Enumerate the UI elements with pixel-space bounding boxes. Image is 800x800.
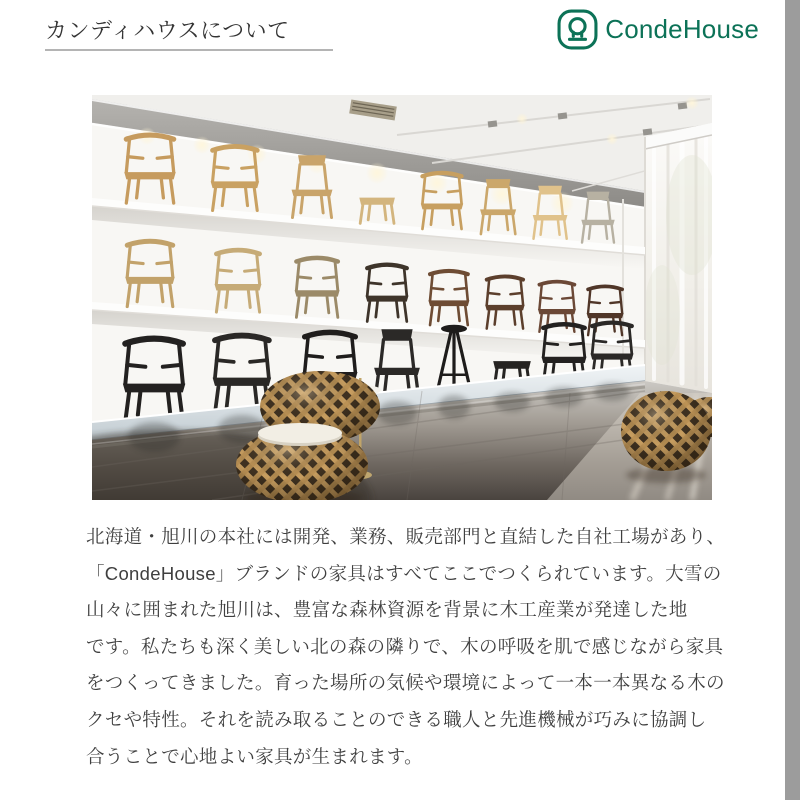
window-curtain [644,123,712,393]
page-header [0,0,784,95]
scrollbar-track[interactable] [776,0,800,800]
paragraph-line: です。私たちも深く美しい北の森の隣りで、木の呼吸を肌で感じながら家具 [86,635,724,657]
paragraph-line: クセや特性。それを読み取ることのできる職人と先進機械が巧みに協調し [86,708,707,730]
showroom-photo [92,95,712,500]
title-underline [45,49,333,51]
paragraph-line: 山々に囲まれた旭川は、豊富な森林資源を背景に木工産業が発達した地 [86,599,688,621]
paragraph-line: 合うことで心地よい家具が生まれます。 [86,745,423,767]
body-paragraph [86,519,746,775]
paragraph-line: 北海道・旭川の本社には開発、業務、販売部門と直結した自社工場があり、 [86,526,726,547]
brand-logo [557,9,759,50]
condehouse-logo-icon [557,9,598,50]
page-title: カンディハウスについて [45,18,290,43]
brand-name: CondeHouse [605,14,759,44]
paragraph-line: 「CondeHouse」ブランドの家具はすべてここでつくられています。大雪の [86,562,722,584]
paragraph-line: をつくってきました。育った場所の気候や環境によって一本一本異なる木の [86,672,725,694]
